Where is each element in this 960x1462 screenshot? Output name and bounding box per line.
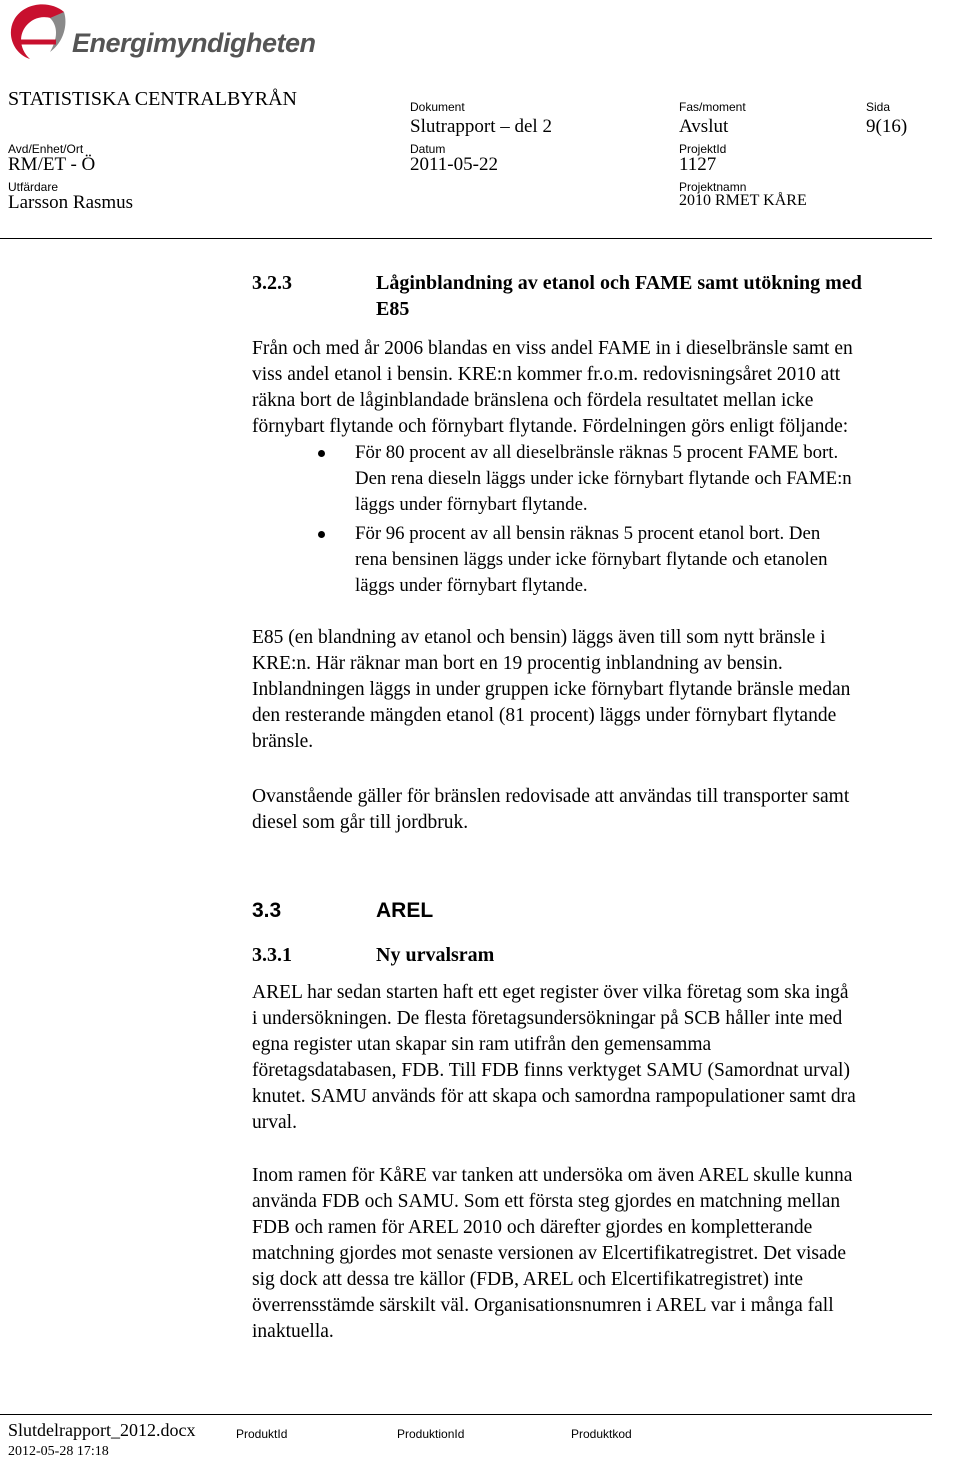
section-3-3-number: 3.3	[252, 899, 282, 922]
text-line: använda FDB och SAMU. Som ett första steg gjordes en matchning mellan	[252, 1191, 841, 1212]
bullet-dot	[318, 450, 325, 457]
text-line: överrensstämde särskilt väl. Organisationsnumren i AREL var i många fall	[252, 1295, 834, 1316]
paragraph-transport	[252, 784, 958, 836]
paragraph-arel-register	[252, 980, 958, 1136]
text-line: företagsdatabasen, FDB. Till FDB finns verktyget SAMU (Samordnat urval)	[252, 1060, 850, 1081]
energimyndigheten-swirl-icon	[6, 2, 70, 64]
bullet-diesel	[355, 440, 958, 518]
page-label: Sida	[866, 100, 891, 114]
paragraph-e85	[252, 625, 958, 755]
dept-value: RM/ET - Ö	[8, 154, 96, 175]
issuer-value: Larsson Rasmus	[8, 192, 134, 213]
footer-product-code-label: Produktkod	[571, 1427, 632, 1441]
phase-value: Avslut	[679, 116, 729, 137]
text-line: AREL har sedan starten haft ett eget register över vilka företag som ska ingå	[252, 982, 849, 1003]
text-line: i undersökningen. De flesta företagsundersökningar på SCB håller inte med	[252, 1008, 843, 1029]
text-line: räkna bort de låginblandade bränslena och fördela resultatet mellan icke	[252, 390, 814, 411]
text-line: KRE:n. Här räknar man bort en 19 procentig inblandning av bensin.	[252, 653, 783, 674]
bullet-dot	[318, 531, 325, 538]
project-id-label: ProjektId	[679, 142, 727, 156]
text-line: Den rena dieseln läggs under icke förnybart flytande och FAME:n	[355, 468, 852, 489]
text-line: diesel som går till jordbruk.	[252, 812, 469, 833]
text-line: Inom ramen för KåRE var tanken att undersöka om även AREL skulle kunna	[252, 1165, 853, 1186]
project-name-label: Projektnamn	[679, 180, 747, 194]
header-divider	[0, 238, 932, 239]
document-value: Slutrapport – del 2	[410, 116, 552, 137]
footer-production-id-label: ProduktionId	[397, 1427, 465, 1441]
footer-product-id-label: ProduktId	[236, 1427, 288, 1441]
text-line: FDB och ramen för AREL 2010 och därefter gjordes en kompletterande	[252, 1217, 813, 1238]
project-name-value: 2010 RMET KÅRE	[679, 192, 807, 209]
section-3-3-1-number: 3.3.1	[252, 944, 292, 966]
date-label: Datum	[410, 142, 446, 156]
text-line: matchning gjordes mot senaste versionen av Elcertifikatregistret. Det visade	[252, 1243, 847, 1264]
text-line: Ovanstående gäller för bränslen redovisade att användas till transporter samt	[252, 786, 850, 807]
text-line: sig dock att dessa tre källor (FDB, AREL och Elcertifikatregistret) inte	[252, 1269, 804, 1290]
footer-timestamp: 2012-05-28 17:18	[8, 1444, 109, 1459]
bullet-petrol	[355, 521, 958, 599]
text-line: förnybart flytande och förnybart flytande. Fördelningen görs enligt följande:	[252, 416, 849, 437]
text-line: För 80 procent av all dieselbränsle räknas 5 procent FAME bort.	[355, 442, 839, 463]
text-line: Inblandningen läggs in under gruppen icke förnybart flytande bränsle medan	[252, 679, 851, 700]
date-value: 2011-05-22	[410, 154, 498, 175]
text-line: bränsle.	[252, 731, 314, 752]
text-line: rena bensinen läggs under icke förnybart flytande och etanolen	[355, 549, 828, 570]
page-value: 9(16)	[866, 116, 908, 137]
text-line: urval.	[252, 1112, 297, 1133]
text-line: inaktuella.	[252, 1321, 334, 1342]
text-line: läggs under förnybart flytande.	[355, 575, 588, 596]
footer-filename: Slutdelrapport_2012.docx	[8, 1420, 196, 1440]
document-label: Dokument	[410, 100, 465, 114]
brand-name: Energimyndigheten	[72, 28, 316, 58]
section-3-2-3-title-line-2: E85	[376, 298, 410, 320]
text-line: knutet. SAMU används för att skapa och samordna rampopulationer samt dra	[252, 1086, 856, 1107]
paragraph-blending-intro	[252, 336, 958, 440]
phase-label: Fas/moment	[679, 100, 746, 114]
text-line: E85 (en blandning av etanol och bensin) läggs även till som nytt bränsle i	[252, 627, 826, 648]
text-line: Från och med år 2006 blandas en viss andel FAME in i dieselbränsle samt en	[252, 338, 853, 359]
dept-label: Avd/Enhet/Ort	[8, 142, 84, 156]
text-line: egna register utan skapar sin ram utifrån den gemensamma	[252, 1034, 712, 1055]
section-3-3-title: AREL	[376, 899, 434, 922]
org-name: STATISTISKA CENTRALBYRÅN	[8, 88, 297, 110]
section-3-2-3-number: 3.2.3	[252, 272, 292, 294]
paragraph-kare-matching	[252, 1163, 958, 1345]
issuer-label: Utfärdare	[8, 180, 59, 194]
text-line: den resterande mängden etanol (81 procent) läggs under förnybart flytande	[252, 705, 837, 726]
section-3-2-3-title-line-1: Låginblandning av etanol och FAME samt utökning med	[376, 272, 862, 294]
footer-divider	[0, 1414, 932, 1415]
text-line: viss andel etanol i bensin. KRE:n kommer fr.o.m. redovisningsåret 2010 att	[252, 364, 841, 385]
section-3-3-1-title: Ny urvalsram	[376, 944, 495, 966]
logo	[6, 2, 316, 66]
text-line: För 96 procent av all bensin räknas 5 procent etanol bort. Den	[355, 523, 821, 544]
project-id-value: 1127	[679, 154, 717, 175]
text-line: läggs under förnybart flytande.	[355, 494, 588, 515]
